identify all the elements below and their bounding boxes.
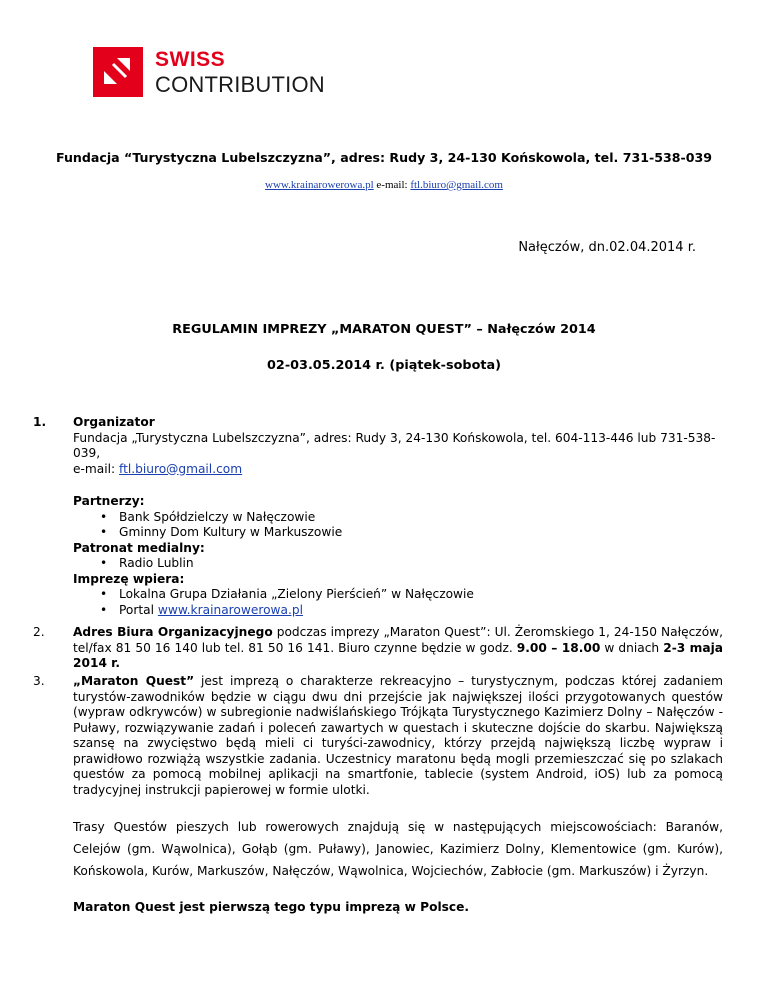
website-link[interactable]: www.krainarowerowa.pl xyxy=(265,179,374,191)
list-item: • Gminny Dom Kultury w Markuszowie xyxy=(73,525,723,541)
list-item xyxy=(73,603,723,619)
office-hours: 9.00 – 18.00 xyxy=(516,640,601,655)
list-item: • Radio Lublin xyxy=(73,556,723,572)
event-first-note: Maraton Quest jest pierwszą tego typu imprezą w Polsce. xyxy=(73,900,469,914)
list-item: • Bank Spółdzielczy w Nałęczowie xyxy=(73,510,723,526)
list-item: • Lokalna Grupa Działania „Zielony Pierścień” w Nałęczowie xyxy=(73,587,723,603)
document-title: REGULAMIN IMPREZY „MARATON QUEST” – Nałęczów 2014 xyxy=(172,322,596,337)
organizer-email-line xyxy=(73,462,723,478)
logo-contribution-text: CONTRIBUTION xyxy=(155,72,325,97)
office-address-paragraph: Adres Biura Organizacyjnego podczas imprezy „Maraton Quest”: Ul. Żeromskiego 1, 24-150 Nałęczów, tel/fax 81 50 16 140 lub tel. 81 50 16 141. Biuro czynne będzie w godz. 9.00 – 18.00 w dniach 2-3 maja 2014 r. xyxy=(73,625,723,670)
supporters-heading: Imprezę wpiera: xyxy=(73,571,185,586)
office-heading: Adres Biura Organizacyjnego xyxy=(73,625,273,639)
organizer-email-link[interactable]: ftl.biuro@gmail.com xyxy=(119,461,243,476)
section-heading: Organizator xyxy=(73,415,155,429)
section-2 xyxy=(33,625,723,672)
contact-links xyxy=(0,179,768,191)
document-date: Nałęczów, dn.02.04.2014 r. xyxy=(518,240,696,255)
quest-locations-paragraph: Trasy Questów pieszych lub rowerowych znajdują się w następujących miejscowościach: Baranów, Celejów (gm. Wąwolnica), Gołąb (gm. Puławy), Janowiec, Kazimierz Dolny, Klementowice (gm. Kurów), Końskowola, Kurów, Markuszów, Nałęczów, Wąwolnica, Wojciechów, Zabłocie (gm. Markuszów) i Żyrzyn. xyxy=(73,820,723,878)
email-link[interactable]: ftl.biuro@gmail.com xyxy=(410,179,503,191)
partners-heading: Partnerzy: xyxy=(73,494,145,508)
supporters-list xyxy=(73,587,723,618)
portal-link[interactable]: www.krainarowerowa.pl xyxy=(157,602,303,617)
swiss-cross-icon xyxy=(93,47,143,97)
organizer-address: Fundacja „Turystyczna Lubelszczyzna”, adres: Rudy 3, 24-130 Końskowola, tel. 604-113-446 lub 731-538-039, xyxy=(73,430,716,460)
section-number: 1. xyxy=(33,415,47,429)
document-subtitle: 02-03.05.2014 r. (piątek-sobota) xyxy=(267,358,501,373)
portal-label: Portal xyxy=(119,602,155,617)
section-number: 3. xyxy=(33,674,45,688)
section-1 xyxy=(33,415,723,618)
media-heading: Patronat medialny: xyxy=(73,540,205,555)
office-days: 2-3 maja 2014 r. xyxy=(73,640,723,670)
section-3 xyxy=(33,674,723,916)
logo-swiss-text: SWISS xyxy=(155,48,226,71)
event-name: „Maraton Quest” xyxy=(73,674,195,688)
partners-list xyxy=(73,510,723,541)
foundation-header: Fundacja “Turystyczna Lubelszczyzna”, adres: Rudy 3, 24-130 Końskowola, tel. 731-538-039 xyxy=(55,150,713,165)
section-number: 2. xyxy=(33,625,45,639)
swiss-contribution-logo xyxy=(93,47,353,97)
event-description: „Maraton Quest” jest imprezą o charakterze rekreacyjno – turystycznym, podczas której zadaniem turystów-zawodników będzie w ciągu dwu dni przejście jak największej ilości przygotowanych questów (wypraw odkrywców) w subregionie nadwiślańskiego Trójkąta Turystycznego Kazimierz Dolny – Nałęczów - Puławy, rozwiązywanie zadań i poleceń zawartych w questach i skuteczne dojście do skarbu. Największą szansę na zwycięstwo będą mieli ci turyści-zawodnicy, którzy przejdą największą liczbę wypraw i prawidłowo rozwiążą wszystkie zadania. Uczestnicy maratonu będą mogli przemieszczać się po szlakach questów za pomocą mobilnej aplikacji na smartfonie, tablecie (system Android, iOS) lub za pomocą tradycyjnej instrukcji papierowej w formie ulotki. xyxy=(73,674,724,797)
email-label: e-mail: xyxy=(376,179,408,191)
email-label: e-mail: xyxy=(73,461,116,476)
media-list xyxy=(73,556,723,572)
